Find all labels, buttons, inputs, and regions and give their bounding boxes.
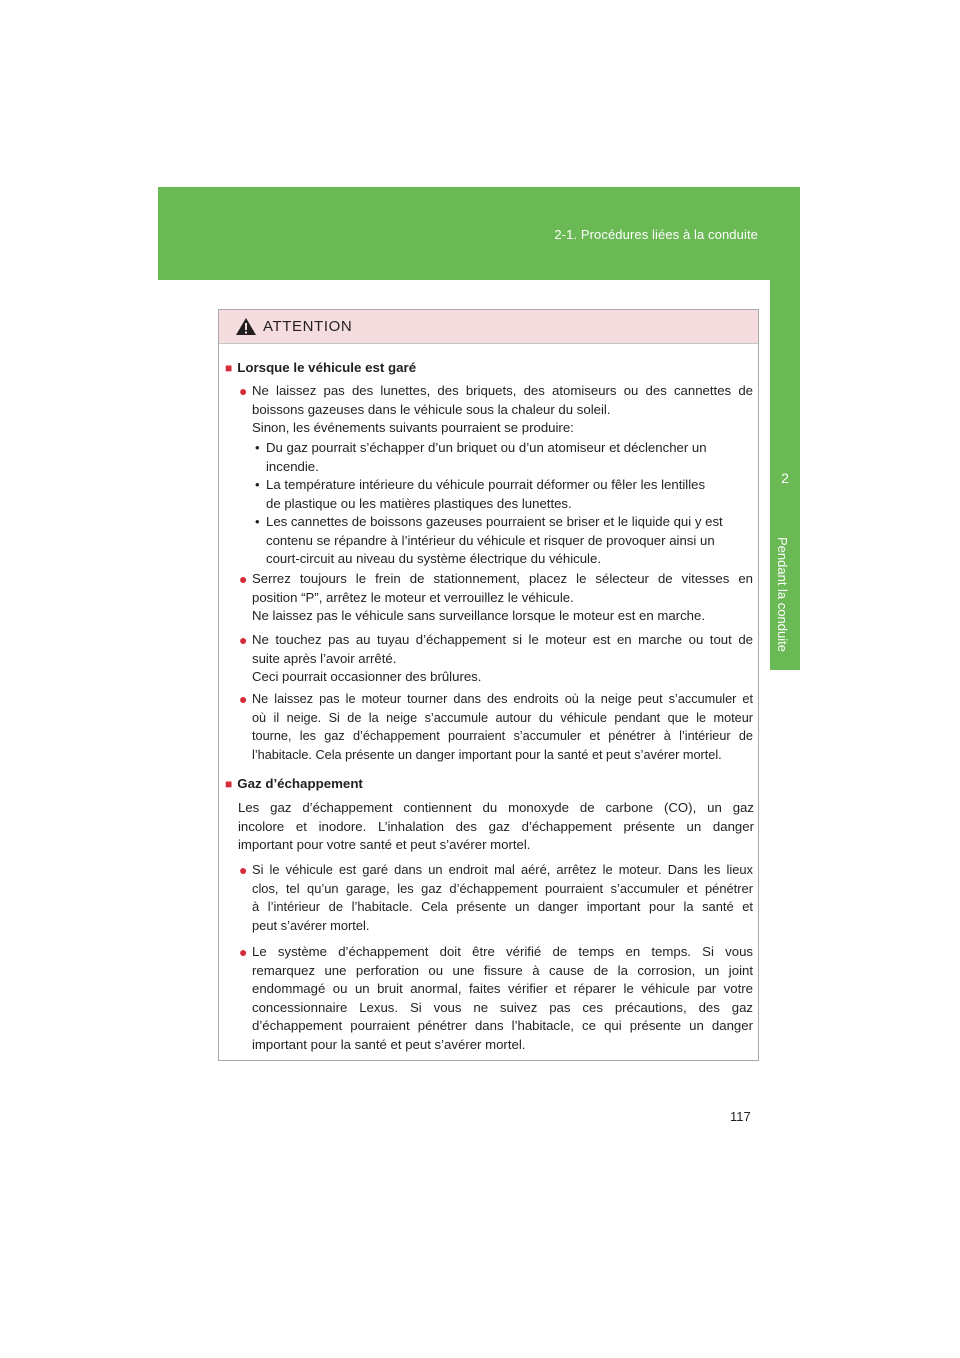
chapter-label: Pendant la conduite — [775, 537, 790, 652]
section-title: 2-1. Procédures liées à la conduite — [554, 227, 758, 242]
bullet-icon: ● — [239, 691, 248, 707]
sub-bullet-icon: • — [255, 514, 260, 529]
sub-list-item: • Les cannettes de boissons gazeuses pourraient se briser et le liquide qui y est contenu se répandre à l’intérieur du véhicule et risquer de provoquer ainsi un court-circuit au niveau du système électrique du véhicule. — [255, 514, 723, 567]
bullet-icon: ● — [239, 383, 248, 399]
bullet-icon: ● — [239, 944, 248, 960]
list-item: ● Serrez toujours le frein de stationnement, placez le sélecteur de vitesses en position “P”, arrêtez le moteur et verrouillez le véhicule. Ne laissez pas le véhicule sans surveillance lorsque le moteur est en marche. — [239, 571, 753, 624]
header-band — [158, 187, 800, 280]
list-item: ● Le système d’échappement doit être vérifié de temps en temps. Si vous remarquez une perforation ou une fissure à cause de la corrosion, un joint endommagé ou un bruit anormal, faites vérifier et réparer le véhicule par votre concessionnaire Lexus. Si vous ne suivez pas ces précautions, des gaz d’échappement pourraient pénétrer dans l’habitacle, ce qui présente un danger important pour la santé et peut s’avérer mortel. — [239, 944, 753, 1052]
warning-icon — [235, 317, 257, 336]
section-heading-exhaust: ■ Gaz d’échappement — [225, 776, 363, 791]
bullet-icon: ● — [239, 862, 248, 878]
square-bullet-icon: ■ — [225, 777, 233, 791]
list-item: ● Ne laissez pas des lunettes, des briquets, des atomiseurs ou des cannettes de boissons gazeuses dans le véhicule sous la chaleur du soleil. Sinon, les événements suivants pourraient se produire: — [239, 383, 753, 436]
page-number: 117 — [730, 1109, 751, 1124]
sub-bullet-icon: • — [255, 477, 260, 492]
list-item: ● Ne touchez pas au tuyau d’échappement si le moteur est en marche ou tout de suite après l’avoir arrêté. Ceci pourrait occasionner des brûlures. — [239, 632, 753, 685]
bullet-icon: ● — [239, 571, 248, 587]
list-item: ● Ne laissez pas le moteur tourner dans des endroits où la neige peut s’accumuler et où il neige. Si de la neige s’accumule autour du véhicule pendant que le moteur tourne, les gaz d’échappement pourraient s’accumuler et pénétrer à l’intérieur de l’habitacle. Cela présente un danger important pour la santé et peut s’avérer mortel. — [239, 691, 753, 762]
chapter-tab-upper — [770, 187, 800, 445]
sub-bullet-icon: • — [255, 440, 260, 455]
paragraph: Les gaz d’échappement contiennent du monoxyde de carbone (CO), un gaz incolore et inodore. L’inhalation des gaz d’échappement présente un danger important pour votre santé et peut s’avérer mortel. — [238, 800, 754, 853]
attention-title: ATTENTION — [263, 318, 353, 335]
section-heading-parked: ■ Lorsque le véhicule est garé — [225, 360, 417, 375]
bullet-icon: ● — [239, 632, 248, 648]
sub-list-item: • Du gaz pourrait s’échapper d’un briquet ou d’un atomiseur et déclencher un incendie. — [255, 440, 707, 474]
square-bullet-icon: ■ — [225, 361, 233, 375]
chapter-number: 2 — [781, 470, 789, 486]
attention-header — [219, 310, 758, 344]
attention-box — [218, 309, 759, 1061]
sub-list-item: • La température intérieure du véhicule pourrait déformer ou fêler les lentilles de plastique ou les matières plastiques des lunettes. — [255, 477, 706, 511]
chapter-tab — [770, 445, 800, 527]
list-item: ● Si le véhicule est garé dans un endroit mal aéré, arrêtez le moteur. Dans les lieux clos, tel qu’un garage, les gaz d’échappement pourraient s’accumuler et pénétrer à l’intérieur de l’habitacle. Cela présente un danger important pour la santé et peut s’avérer mortel. — [239, 862, 753, 933]
